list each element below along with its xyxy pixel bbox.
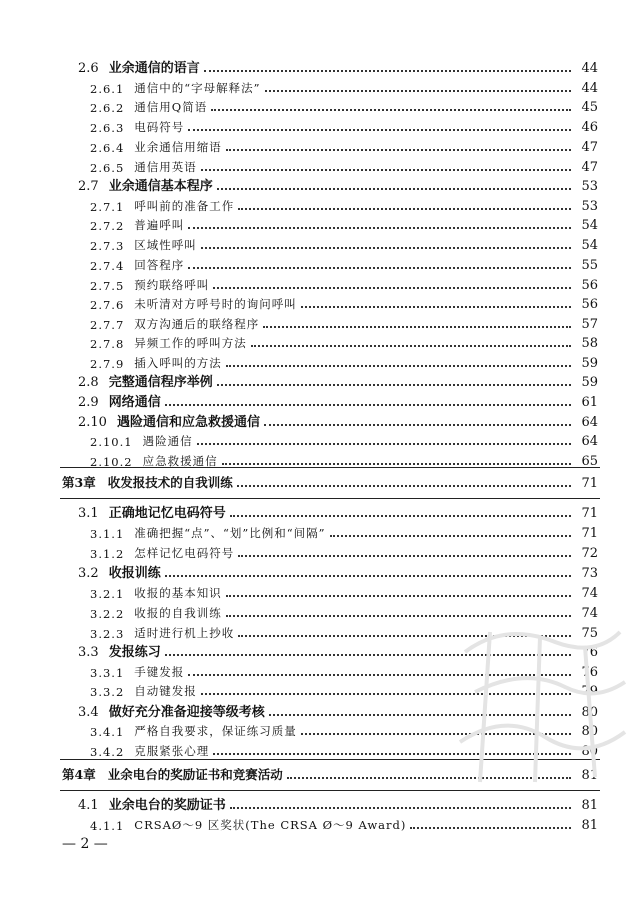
toc-entry bbox=[90, 97, 598, 115]
toc-section-title: 业余通信基本程序 bbox=[108, 179, 213, 194]
toc-entry bbox=[90, 543, 598, 561]
toc-entry bbox=[90, 662, 598, 680]
toc-section-title: 电码符号 bbox=[134, 120, 185, 134]
toc-entry bbox=[90, 117, 598, 135]
toc-entry bbox=[90, 137, 598, 155]
toc-entry bbox=[90, 314, 598, 332]
toc-section-number: 3.4 bbox=[78, 705, 99, 720]
toc-page-number: 44 bbox=[581, 81, 598, 96]
toc-entry bbox=[78, 58, 598, 76]
toc-dot-leader bbox=[165, 575, 571, 577]
toc-page-number: 80 bbox=[581, 744, 598, 759]
toc-dot-leader bbox=[165, 654, 571, 656]
toc-section-title: CRSAØ～9 区奖状(The CRSA Ø～9 Award) bbox=[134, 818, 407, 832]
toc-section-title: 网络通信 bbox=[108, 395, 161, 410]
toc-section-number: 2.7 bbox=[78, 179, 99, 194]
toc-dot-leader bbox=[213, 287, 571, 289]
toc-dot-leader bbox=[226, 365, 571, 367]
toc-section-title: 通信用英语 bbox=[134, 160, 197, 174]
toc-page-number: 74 bbox=[581, 586, 598, 601]
toc-section-number: 2.10 bbox=[78, 415, 107, 430]
toc-page-number: 44 bbox=[581, 61, 598, 76]
toc-section-number: 3.3 bbox=[78, 645, 99, 660]
toc-dot-leader bbox=[230, 515, 571, 517]
toc-dot-leader bbox=[226, 615, 571, 617]
toc-dot-leader bbox=[213, 753, 571, 755]
toc-section-number: 3.1.2 bbox=[90, 547, 125, 561]
toc-dot-leader bbox=[230, 807, 571, 809]
toc-section-title: 通信用Q简语 bbox=[134, 100, 208, 114]
toc-page-number: 56 bbox=[581, 278, 598, 293]
toc-section-title: 遇险通信 bbox=[142, 434, 193, 448]
toc-dot-leader bbox=[165, 404, 571, 406]
toc-dot-leader bbox=[197, 443, 571, 445]
toc-page-number: 55 bbox=[581, 258, 598, 273]
toc-page-number: 75 bbox=[581, 626, 598, 641]
toc-entry bbox=[90, 815, 598, 833]
toc-section-title: 业余通信用缩语 bbox=[134, 140, 222, 154]
toc-section-title: 应急救援通信 bbox=[142, 454, 218, 468]
toc-dot-leader bbox=[264, 424, 571, 426]
toc-section-title: 双方沟通后的联络程序 bbox=[134, 317, 260, 331]
toc-entry bbox=[78, 176, 598, 194]
toc-section-number: 3.4.2 bbox=[90, 745, 125, 759]
toc-page-number: 73 bbox=[581, 566, 598, 581]
toc-dot-leader bbox=[238, 635, 571, 637]
toc-section-title: 准确把握“点”、“划”比例和“间隔” bbox=[134, 526, 326, 540]
toc-section-number: 3.3.2 bbox=[90, 685, 125, 699]
toc-section-number: 3.1 bbox=[78, 506, 99, 521]
toc-page-number: 72 bbox=[581, 546, 598, 561]
toc-dot-leader bbox=[238, 555, 571, 557]
toc-section-title: 收发报技术的自我训练 bbox=[107, 475, 233, 490]
toc-entry bbox=[90, 196, 598, 214]
toc-section-number: 2.7.1 bbox=[90, 200, 125, 214]
toc-section-number: 3.2 bbox=[78, 566, 99, 581]
toc-section-title: 普遍呼叫 bbox=[134, 218, 185, 232]
toc-section-title: 适时进行机上抄收 bbox=[134, 626, 235, 640]
toc-section-title: 区域性呼叫 bbox=[134, 238, 197, 252]
toc-page-number: 80 bbox=[581, 705, 598, 720]
toc-dot-leader bbox=[287, 777, 571, 779]
toc-section-title: 怎样记忆电码符号 bbox=[134, 546, 235, 560]
toc-entry bbox=[90, 78, 598, 96]
toc-section-title: 预约联络呼叫 bbox=[134, 278, 210, 292]
toc-section-title: 呼叫前的准备工作 bbox=[134, 199, 235, 213]
toc-page-number: 81 bbox=[581, 818, 598, 833]
toc-section-number: 2.6 bbox=[78, 61, 99, 76]
toc-section-number: 2.7.6 bbox=[90, 298, 125, 312]
toc-dot-leader bbox=[263, 326, 571, 328]
toc-dot-leader bbox=[301, 306, 571, 308]
toc-page-number: 64 bbox=[581, 434, 598, 449]
toc-page-number: 81 bbox=[581, 768, 598, 783]
toc-section-title: 插入呼叫的方法 bbox=[134, 356, 222, 370]
toc-section-number: 2.7.3 bbox=[90, 239, 125, 253]
toc-page-number: 80 bbox=[581, 724, 598, 739]
toc-section-title: 手键发报 bbox=[134, 665, 185, 679]
toc-section-title: 异频工作的呼叫方法 bbox=[134, 336, 247, 350]
toc-section-number: 3.1.1 bbox=[90, 527, 125, 541]
toc-page-number: 61 bbox=[581, 395, 598, 410]
toc-entry bbox=[90, 741, 598, 759]
toc-section-number: 2.7.9 bbox=[90, 357, 125, 371]
toc-page-number: 76 bbox=[581, 645, 598, 660]
toc-section-number: 3.4.1 bbox=[90, 725, 125, 739]
toc-entry bbox=[90, 721, 598, 739]
toc-dot-leader bbox=[201, 169, 571, 171]
toc-entry bbox=[90, 275, 598, 293]
toc-page-number: 54 bbox=[581, 238, 598, 253]
toc-dot-leader bbox=[269, 714, 571, 716]
toc-entry bbox=[90, 333, 598, 351]
toc-section-number: 2.7.8 bbox=[90, 337, 125, 351]
toc-section-title: 正确地记忆电码符号 bbox=[108, 506, 226, 521]
toc-section-number: 2.6.1 bbox=[90, 82, 125, 96]
toc-dot-leader bbox=[301, 733, 571, 735]
toc-section-number: 3.2.3 bbox=[90, 627, 125, 641]
toc-dot-leader bbox=[188, 129, 571, 131]
toc-section-title: 业余电台的奖励证书和竞赛活动 bbox=[107, 767, 283, 782]
toc-section-title: 收报训练 bbox=[108, 566, 161, 581]
toc-page-number: 58 bbox=[581, 336, 598, 351]
toc-section-title: 业余电台的奖励证书 bbox=[108, 798, 226, 813]
toc-dot-leader bbox=[410, 827, 571, 829]
toc-section-number: 2.10.2 bbox=[90, 455, 133, 469]
toc-section-title: 严格自我要求，保证练习质量 bbox=[134, 724, 297, 738]
toc-section-title: 收报的自我训练 bbox=[134, 606, 222, 620]
toc-chapter-entry bbox=[62, 473, 598, 491]
toc-dot-leader bbox=[188, 267, 571, 269]
toc-page-number: 53 bbox=[581, 199, 598, 214]
toc-section-number: 4.1.1 bbox=[90, 819, 125, 833]
toc-section-number: 2.6.5 bbox=[90, 161, 125, 175]
toc-section-title: 收报的基本知识 bbox=[134, 586, 222, 600]
toc-section-number: 3.2.2 bbox=[90, 607, 125, 621]
toc-entry bbox=[90, 294, 598, 312]
toc-page-number: 64 bbox=[581, 415, 598, 430]
toc-dot-leader bbox=[201, 247, 571, 249]
toc-section-number: 2.8 bbox=[78, 375, 99, 390]
toc-section-number: 2.6.2 bbox=[90, 101, 125, 115]
toc-section-number: 4.1 bbox=[78, 798, 99, 813]
toc-entry bbox=[90, 353, 598, 371]
toc-section-number: 2.7.7 bbox=[90, 318, 125, 332]
toc-page-number: 54 bbox=[581, 218, 598, 233]
toc-section-title: 回答程序 bbox=[134, 258, 185, 272]
toc-section-number: 2.9 bbox=[78, 395, 99, 410]
toc-dot-leader bbox=[204, 70, 571, 72]
toc-section-title: 完整通信程序举例 bbox=[108, 375, 213, 390]
toc-page-number: 45 bbox=[581, 100, 598, 115]
toc-page-number: 59 bbox=[581, 356, 598, 371]
toc-section-number: 2.6.4 bbox=[90, 141, 125, 155]
toc-page-number: 46 bbox=[581, 120, 598, 135]
toc-section-title: 遇险通信和应急救援通信 bbox=[116, 415, 260, 430]
toc-section-number: 3.2.1 bbox=[90, 587, 125, 601]
toc-dot-leader bbox=[265, 90, 571, 92]
toc-dot-leader bbox=[238, 208, 571, 210]
toc-section-number: 2.10.1 bbox=[90, 435, 133, 449]
toc-dot-leader bbox=[226, 149, 571, 151]
toc-page-number: 76 bbox=[581, 665, 598, 680]
toc-entry bbox=[90, 681, 598, 699]
toc-dot-leader bbox=[237, 485, 571, 487]
toc-page-number: 65 bbox=[581, 454, 598, 469]
toc-page-number: 59 bbox=[581, 375, 598, 390]
toc-entry bbox=[90, 431, 598, 449]
toc-section-title: 做好充分准备迎接等级考核 bbox=[108, 705, 265, 720]
toc-page-number: 71 bbox=[581, 526, 598, 541]
toc-page-number: 71 bbox=[581, 506, 598, 521]
toc-page-number: 47 bbox=[581, 140, 598, 155]
chapter-divider bbox=[60, 467, 600, 468]
toc-dot-leader bbox=[251, 345, 571, 347]
toc-page-number: 74 bbox=[581, 606, 598, 621]
toc-dot-leader bbox=[222, 463, 571, 465]
toc-section-title: 自动键发报 bbox=[134, 684, 197, 698]
toc-dot-leader bbox=[201, 693, 571, 695]
toc-entry bbox=[90, 623, 598, 641]
toc-section-title: 发报练习 bbox=[108, 645, 161, 660]
toc-entry bbox=[78, 412, 598, 430]
toc-page-number: 71 bbox=[581, 476, 598, 491]
toc-section-number: 2.7.5 bbox=[90, 279, 125, 293]
chapter-divider bbox=[60, 759, 600, 760]
toc-page-number: 53 bbox=[581, 179, 598, 194]
toc-section-title: 未听清对方呼号时的询问呼叫 bbox=[134, 297, 297, 311]
toc-page-number: 56 bbox=[581, 297, 598, 312]
chapter-divider bbox=[60, 790, 600, 791]
toc-dot-leader bbox=[226, 595, 571, 597]
toc-chapter-entry bbox=[62, 765, 598, 783]
toc-entry bbox=[90, 235, 598, 253]
toc-dot-leader bbox=[217, 188, 571, 190]
toc-entry bbox=[78, 392, 598, 410]
toc-entry bbox=[90, 583, 598, 601]
toc-entry bbox=[90, 215, 598, 233]
toc-section-number: 第4章 bbox=[62, 767, 96, 782]
toc-section-number: 2.7.4 bbox=[90, 259, 125, 273]
toc-entry bbox=[90, 255, 598, 273]
toc-entry bbox=[78, 702, 598, 720]
toc-section-number: 2.7.2 bbox=[90, 219, 125, 233]
toc-dot-leader bbox=[217, 384, 571, 386]
toc-entry bbox=[78, 503, 598, 521]
toc-page-number: 81 bbox=[581, 798, 598, 813]
toc-entry bbox=[78, 795, 598, 813]
toc-section-number: 第3章 bbox=[62, 475, 96, 490]
toc-entry bbox=[90, 603, 598, 621]
toc-entry bbox=[78, 642, 598, 660]
toc-page-number: 57 bbox=[581, 317, 598, 332]
toc-page-number: 79 bbox=[581, 684, 598, 699]
toc-section-number: 3.3.1 bbox=[90, 666, 125, 680]
toc-page-number: 47 bbox=[581, 160, 598, 175]
toc-section-title: 通信中的“字母解释法” bbox=[134, 81, 261, 95]
toc-section-number: 2.6.3 bbox=[90, 121, 125, 135]
toc-section-title: 克服紧张心理 bbox=[134, 744, 210, 758]
page-number: — 2 — bbox=[62, 836, 108, 852]
toc-entry bbox=[78, 563, 598, 581]
toc-dot-leader bbox=[188, 227, 571, 229]
toc-section-title: 业余通信的语言 bbox=[108, 61, 200, 76]
toc-entry bbox=[78, 372, 598, 390]
chapter-divider bbox=[60, 498, 600, 499]
toc-dot-leader bbox=[188, 674, 571, 676]
toc-dot-leader bbox=[330, 535, 571, 537]
toc-dot-leader bbox=[211, 109, 571, 111]
toc-entry bbox=[90, 523, 598, 541]
toc-entry bbox=[90, 157, 598, 175]
